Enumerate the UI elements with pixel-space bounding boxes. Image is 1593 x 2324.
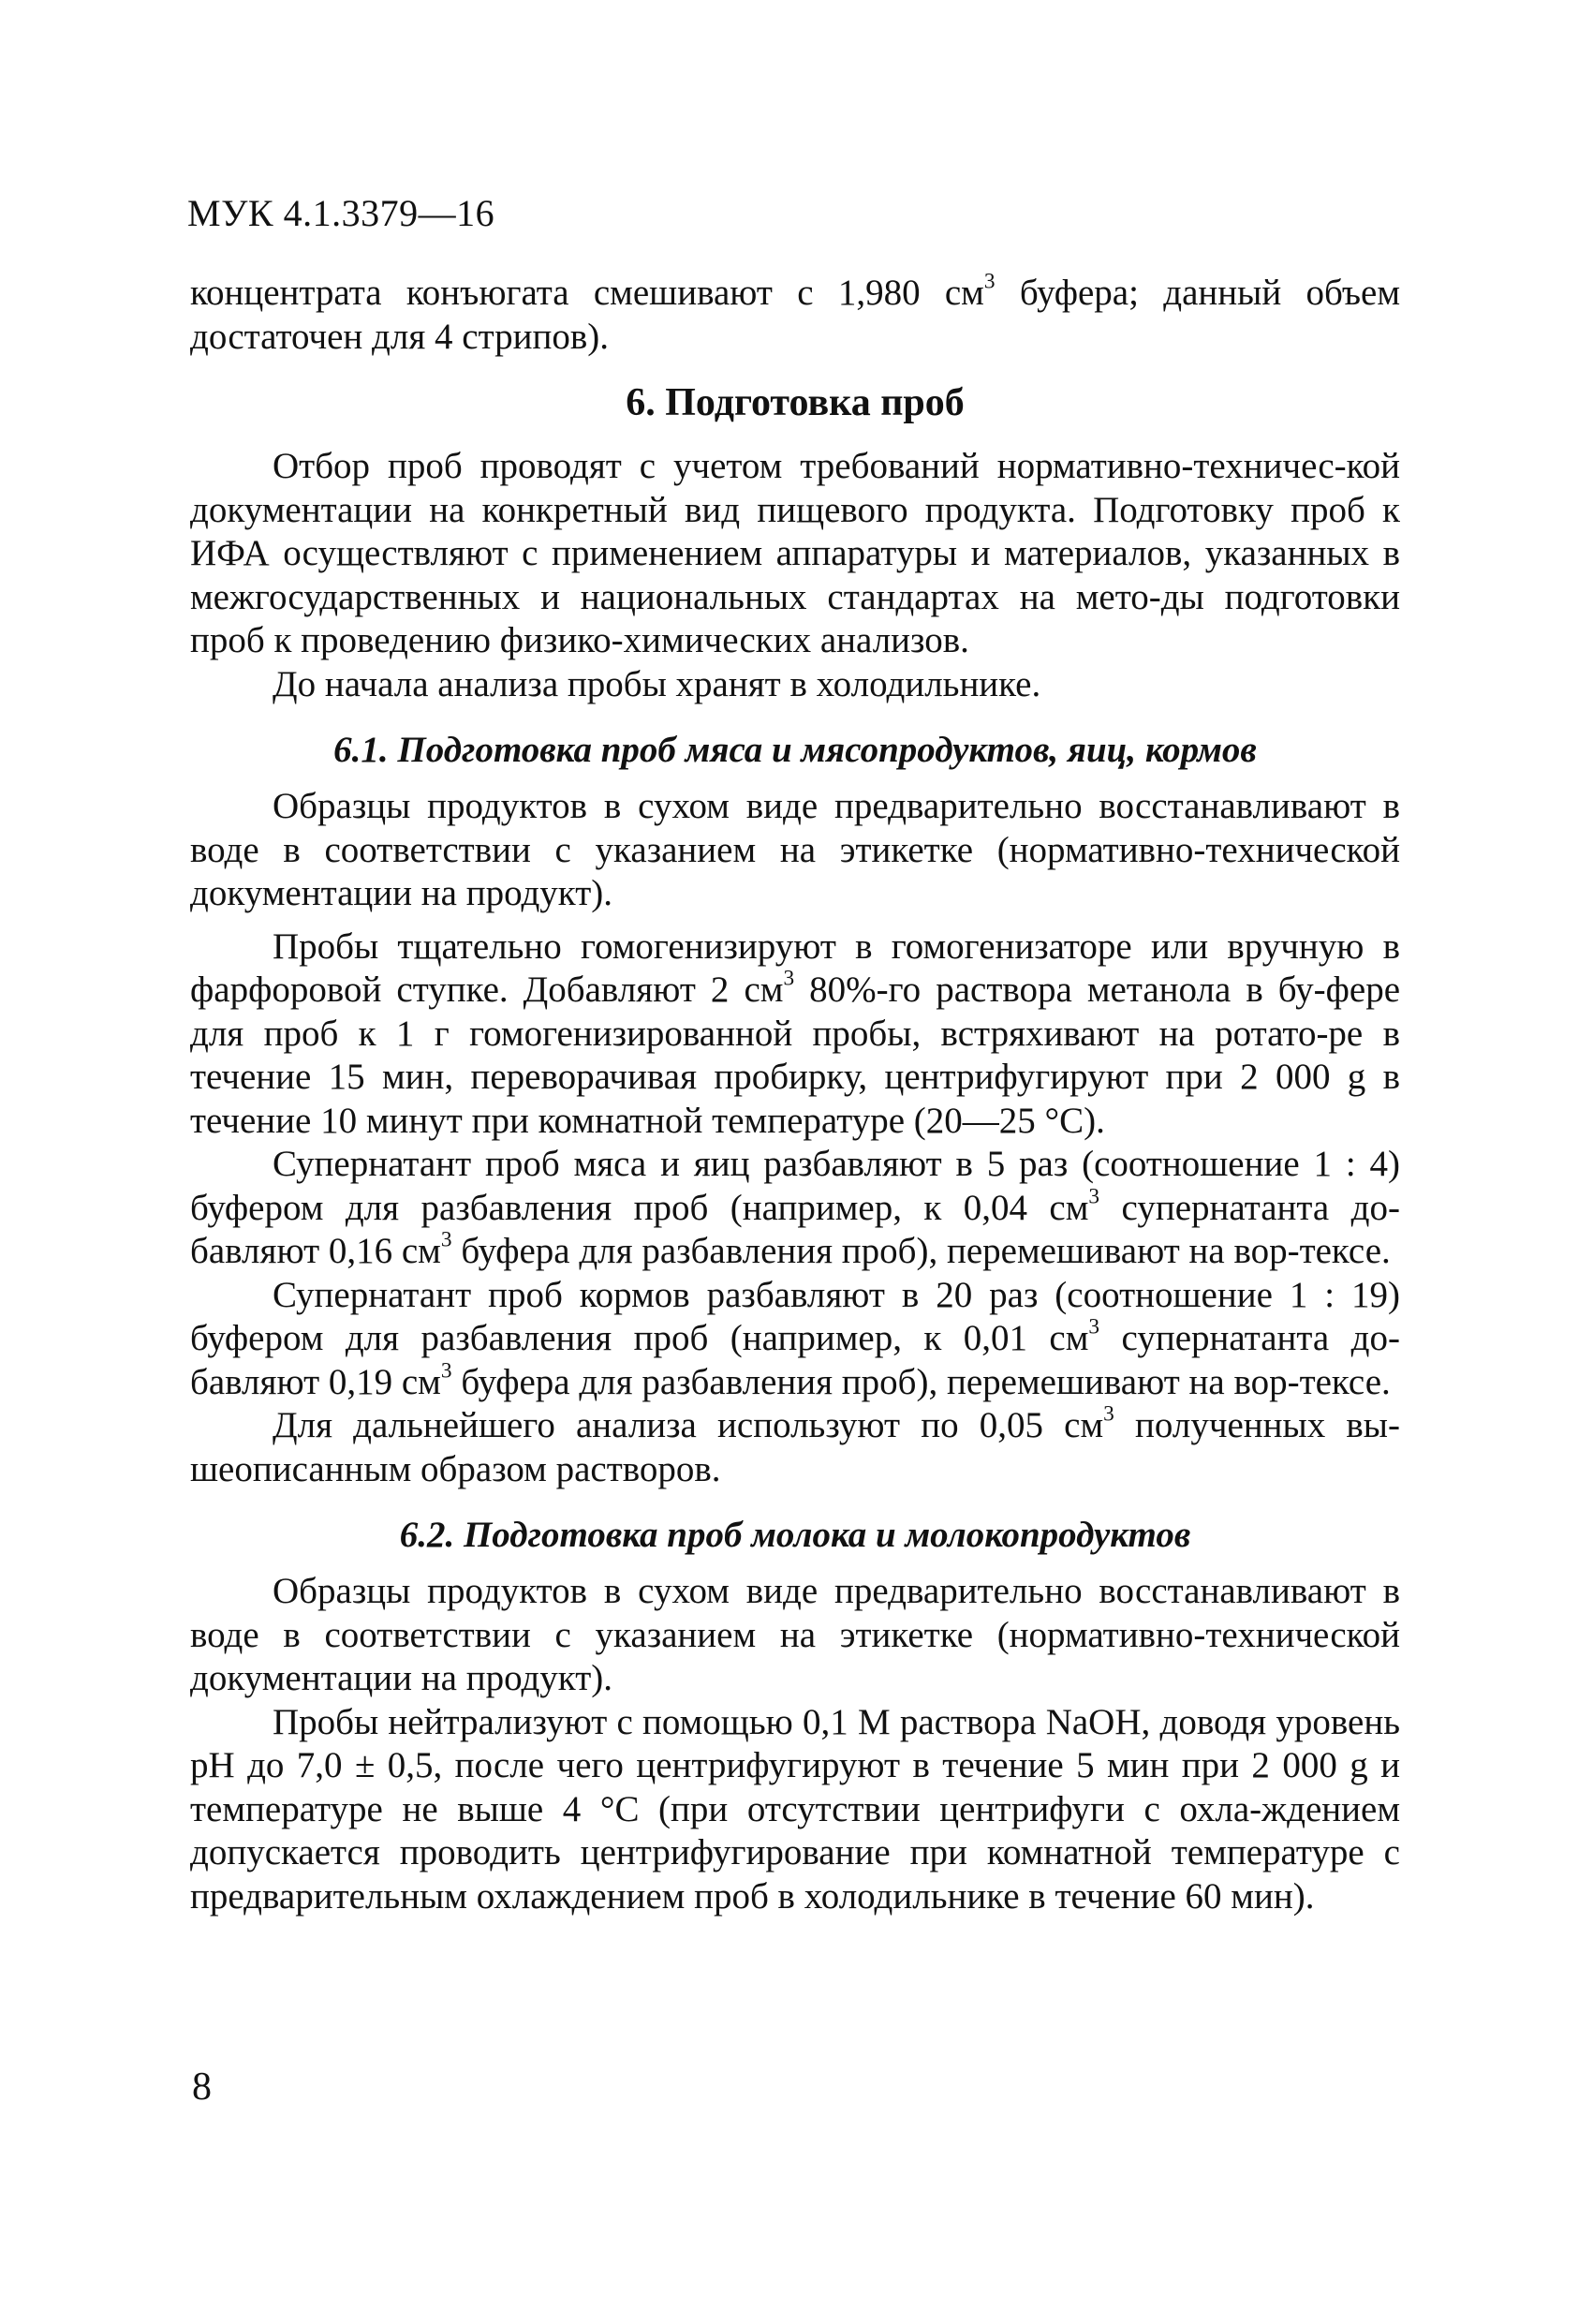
intro-paragraph: концентрата конъюгата смешивают с 1,980 $см^3$ буфера; данный объем достаточен для 4 стрипов). xyxy=(190,269,1400,357)
section-6-1-paragraph-5: Для дальнейшего анализа используют по 0,05 $см^3$ полученных вы-шеописанным образом растворов. xyxy=(190,1401,1400,1489)
document-body xyxy=(190,269,1401,1918)
section-6-1-paragraph-3: Супернатант проб мяса и яиц разбавляют в 5 раз (соотношение 1 : 4) буфером для разбавления проб (например, к 0,04 $см^3$ супернатанта до-бавляют 0,16 $см^3$ буфера для разбавления проб), перемешивают на вор-тексе. xyxy=(190,1144,1400,1271)
document-code-header: МУК 4.1.3379—16 xyxy=(187,192,495,234)
page-number: 8 xyxy=(192,2065,212,2109)
section-6-1-paragraph-1: Образцы продуктов в сухом виде предварительно восстанавливают в воде в соответствии с указанием на этикетке (нормативно-технической документации на продукт). xyxy=(190,786,1400,913)
section-6-2-paragraph-2: Пробы нейтрализуют с помощью 0,1 М раствора NaOH, доводя уровень pH до 7,0 ± 0,5, после чего центрифугируют в течение 5 мин при 2 000 g и температуре не выше 4 °С (при отсутствии центрифуги с охла-ждением допускается проводить центрифугирование при комнатной температуре с предварительным охлаждением проб в холодильнике в течение 60 мин). xyxy=(190,1701,1400,1917)
section-6-2-paragraph-1: Образцы продуктов в сухом виде предварительно восстанавливают в воде в соответствии с указанием на этикетке (нормативно-технической документации на продукт). xyxy=(190,1571,1400,1698)
section-6-2-heading: 6.2. Подготовка проб молока и молокопродуктов xyxy=(399,1515,1191,1555)
section-6-paragraph-1: Отбор проб проводят с учетом требований нормативно-техничес-кой документации на конкретный вид пищевого продукта. Подготовку проб к ИФА осуществляют с применением аппаратуры и материалов, указанных в межгосударственных и национальных стандартах на мето-ды подготовки проб к проведению физико-химических анализов. xyxy=(190,446,1400,660)
section-6-heading: 6. Подготовка проб xyxy=(626,381,965,424)
section-6-1-paragraph-4: Супернатант проб кормов разбавляют в 20 раз (соотношение 1 : 19) буфером для разбавления проб (например, к 0,01 $см^3$ супернатанта до-бавляют 0,19 $см^3$ буфера для разбавления проб), перемешивают на вор-тексе. xyxy=(190,1274,1400,1402)
section-6-1-heading: 6.1. Подготовка проб мяса и мясопродуктов, яиц, кормов xyxy=(333,730,1257,770)
section-6-1-paragraph-2: Пробы тщательно гомогенизируют в гомогенизаторе или вручную в фарфоровой ступке. Добавляют 2 $см^3$ 80%-го раствора метанола в бу-фере для проб к 1 г гомогенизированной пробы, встряхивают на ротато-ре в течение 15 мин, переворачивая пробирку, центрифугируют при 2 000 g в течение 10 минут при комнатной температуре (20—25 °С). xyxy=(190,925,1401,1141)
section-6-paragraph-2: До начала анализа пробы хранят в холодильнике. xyxy=(273,663,1041,704)
